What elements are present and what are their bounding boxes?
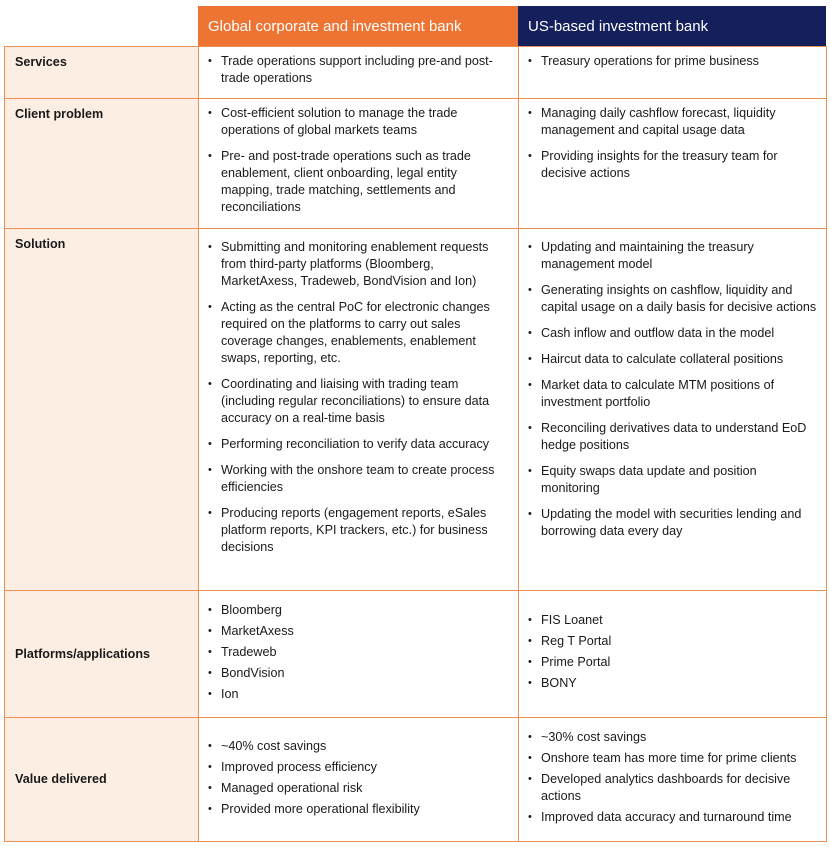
cell-global-bank <box>199 99 519 229</box>
column-header-us-bank <box>518 6 826 47</box>
cell-global-bank <box>199 718 519 842</box>
bullet-list <box>207 239 510 556</box>
table-row-solution <box>5 229 827 591</box>
bullet-item: • Cost-efficient solution to manage the trade operations of global markets teams <box>207 105 510 139</box>
bullet-item: • ~30% cost savings <box>527 729 818 746</box>
row-label: Client problem <box>5 99 199 229</box>
column-header-global-bank <box>198 6 518 47</box>
cell-us-bank <box>519 229 827 591</box>
column-header-label: Global corporate and investment bank <box>208 18 462 35</box>
bullet-item: • Managed operational risk <box>207 780 510 797</box>
comparison-table <box>4 46 827 842</box>
bullet-item: • Cash inflow and outflow data in the model <box>527 325 818 342</box>
bullet-item: • Performing reconciliation to verify data accuracy <box>207 436 510 453</box>
row-label: Value delivered <box>5 718 199 842</box>
bullet-item: • Acting as the central PoC for electronic changes required on the platforms to carry out sales coverage changes, enablements, enablement swaps, reporting, etc. <box>207 299 510 367</box>
bullet-item: • Producing reports (engagement reports, eSales platform reports, KPI trackers, etc.) for business decisions <box>207 505 510 556</box>
cell-us-bank <box>519 718 827 842</box>
row-label: Services <box>5 47 199 99</box>
bullet-item: • Prime Portal <box>527 654 818 671</box>
bullet-item: • Updating and maintaining the treasury management model <box>527 239 818 273</box>
cell-global-bank <box>199 229 519 591</box>
bullet-item: • Developed analytics dashboards for decisive actions <box>527 771 818 805</box>
bullet-list <box>207 105 510 216</box>
bullet-item: • Coordinating and liaising with trading team (including regular reconciliations) to ensure data accuracy on a real-time basis <box>207 376 510 427</box>
bullet-item: • Provided more operational flexibility <box>207 801 510 818</box>
bullet-item: • BONY <box>527 675 818 692</box>
bullet-list <box>527 105 818 182</box>
bullet-item: • Market data to calculate MTM positions of investment portfolio <box>527 377 818 411</box>
bullet-item: • Managing daily cashflow forecast, liquidity management and capital usage data <box>527 105 818 139</box>
table-row-client-problem <box>5 99 827 229</box>
cell-global-bank <box>199 47 519 99</box>
cell-us-bank <box>519 99 827 229</box>
bullet-item: • Ion <box>207 686 510 703</box>
bullet-item: • Bloomberg <box>207 602 510 619</box>
bullet-item: • Equity swaps data update and position monitoring <box>527 463 818 497</box>
bullet-item: • Working with the onshore team to create process efficiencies <box>207 462 510 496</box>
bullet-list <box>527 53 818 70</box>
cell-global-bank <box>199 591 519 718</box>
bullet-item: • Treasury operations for prime business <box>527 53 818 70</box>
bullet-item: • Haircut data to calculate collateral positions <box>527 351 818 368</box>
bullet-item: • Reg T Portal <box>527 633 818 650</box>
bullet-item: • Reconciling derivatives data to understand EoD hedge positions <box>527 420 818 454</box>
bullet-item: • Tradeweb <box>207 644 510 661</box>
bullet-item: • Submitting and monitoring enablement requests from third-party platforms (Bloomberg, MarketAxess, Tradeweb, BondVision and Ion) <box>207 239 510 290</box>
table-row-services <box>5 47 827 99</box>
bullet-item: • ~40% cost savings <box>207 738 510 755</box>
bullet-list <box>527 612 818 692</box>
bullet-item: • Updating the model with securities lending and borrowing data every day <box>527 506 818 540</box>
table-row-value <box>5 718 827 842</box>
bullet-list <box>207 738 510 818</box>
bullet-item: • FIS Loanet <box>527 612 818 629</box>
bullet-list <box>207 602 510 703</box>
cell-us-bank <box>519 591 827 718</box>
bullet-list <box>207 53 510 87</box>
bullet-item: • MarketAxess <box>207 623 510 640</box>
bullet-item: • Onshore team has more time for prime clients <box>527 750 818 767</box>
bullet-item: • Pre- and post-trade operations such as trade enablement, client onboarding, legal entity mapping, trade matching, settlements and reconciliations <box>207 148 510 216</box>
bullet-list <box>527 239 818 540</box>
bullet-item: • BondVision <box>207 665 510 682</box>
table-row-platforms <box>5 591 827 718</box>
bullet-item: • Providing insights for the treasury team for decisive actions <box>527 148 818 182</box>
bullet-item: • Improved data accuracy and turnaround time <box>527 809 818 826</box>
row-label: Solution <box>5 229 199 591</box>
bullet-list <box>527 729 818 826</box>
column-header-label: US-based investment bank <box>528 18 709 35</box>
bullet-item: • Improved process efficiency <box>207 759 510 776</box>
cell-us-bank <box>519 47 827 99</box>
bullet-item: • Trade operations support including pre-and post-trade operations <box>207 53 510 87</box>
bullet-item: • Generating insights on cashflow, liquidity and capital usage on a daily basis for decisive actions <box>527 282 818 316</box>
row-label: Platforms/applications <box>5 591 199 718</box>
